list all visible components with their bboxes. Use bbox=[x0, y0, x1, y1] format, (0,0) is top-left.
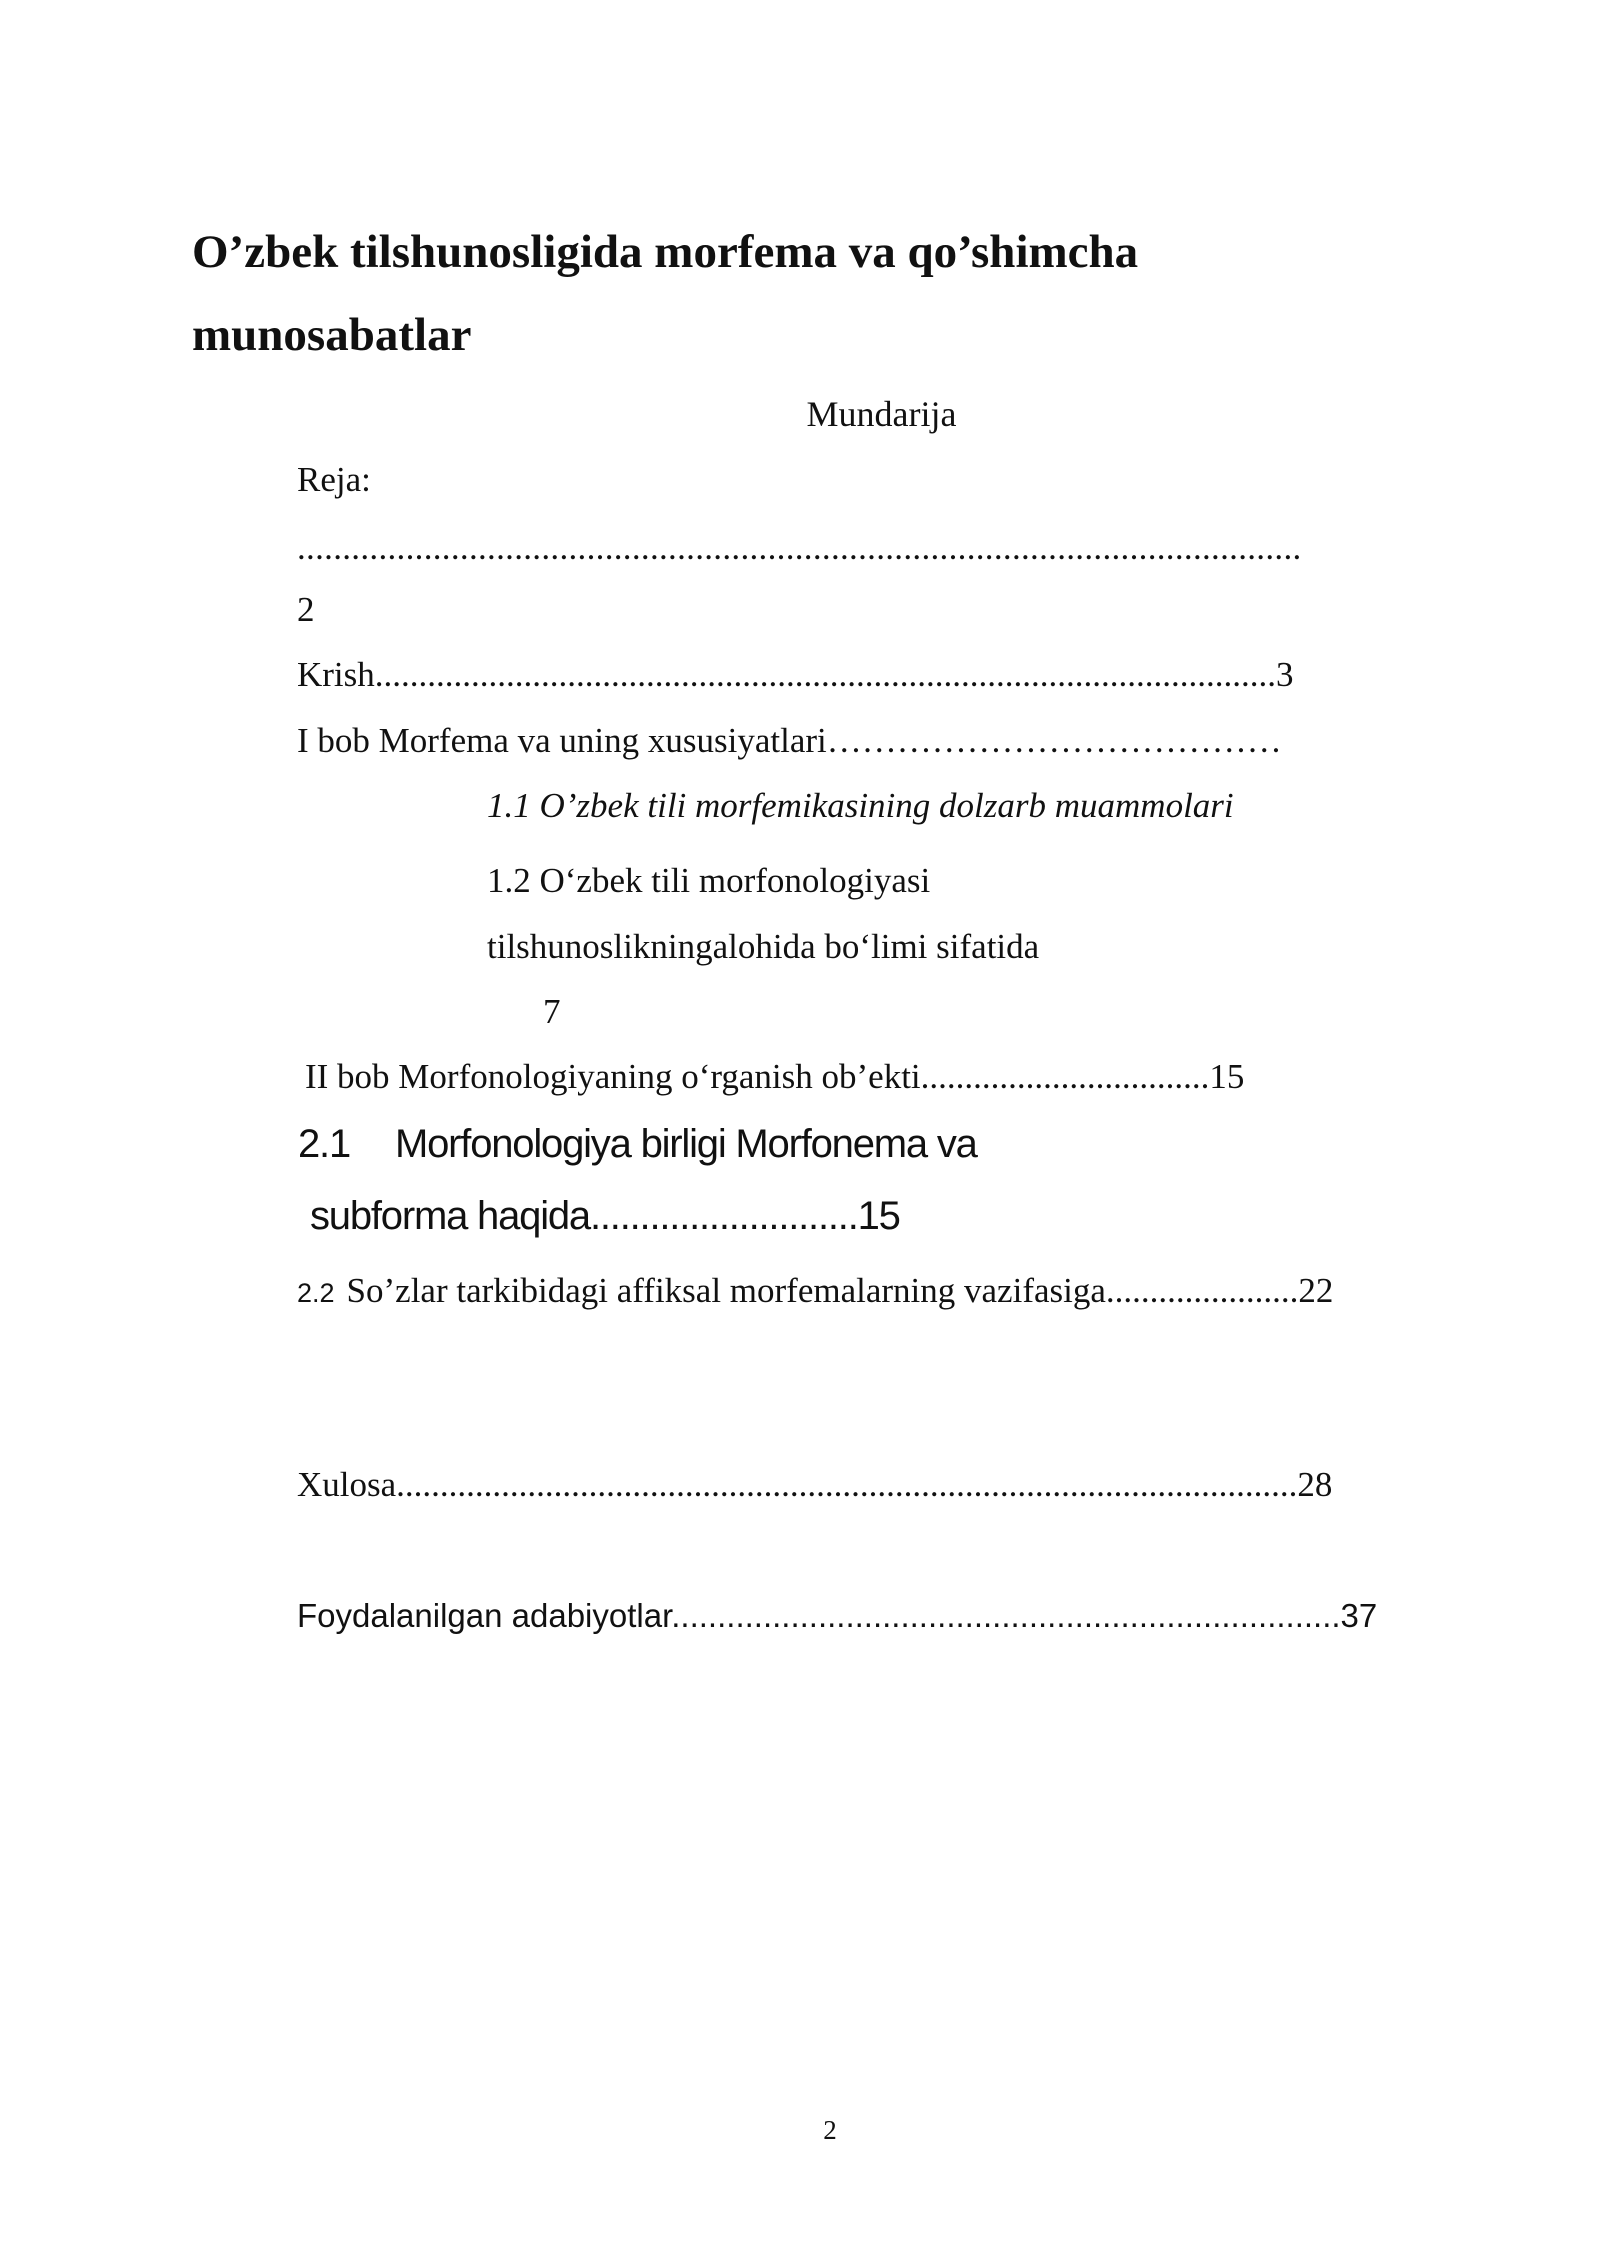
toc-entry-section-2-2 bbox=[297, 1271, 1333, 1311]
toc-entry-chapter-2: II bob Morfonologiyaning o‘rganish ob’ekti.................................15 bbox=[305, 1057, 1245, 1096]
toc-heading: Mundarija bbox=[806, 394, 957, 434]
toc-entry-chapter-1: I bob Morfema va uning xususiyatlari………………………………… bbox=[297, 721, 1282, 760]
toc-entry-section-2-1-number: 2.1 bbox=[298, 1122, 351, 1166]
document-title-line-1: O’zbek tilshunosligida morfema va qo’shimcha bbox=[192, 226, 1139, 278]
toc-entry-section-1-1: 1.1 O’zbek tili morfemikasining dolzarb muammolari bbox=[487, 786, 1234, 825]
toc-reja-label: Reja: bbox=[297, 460, 371, 499]
toc-entry-section-2-1-line-2: subforma haqida...........................15 bbox=[310, 1194, 900, 1238]
toc-reja-leader-dots: ............................................................................................................... bbox=[297, 528, 1302, 567]
toc-entry-section-1-2-line-2: tilshunoslikningalohida bo‘limi sifatida bbox=[487, 927, 1040, 966]
toc-entry-section-2-2-number: 2.2 bbox=[297, 1278, 335, 1308]
toc-entry-section-1-2-page: 7 bbox=[543, 992, 561, 1031]
document-title-line-2: munosabatlar bbox=[192, 309, 472, 361]
toc-entry-xulosa: Xulosa.......................................................................................................28 bbox=[297, 1465, 1333, 1504]
toc-entry-krish: Krish.......................................................................................................3 bbox=[297, 655, 1294, 694]
page-number: 2 bbox=[823, 2115, 837, 2145]
toc-entry-section-2-1-line-1: Morfonologiya birligi Morfonema va bbox=[395, 1122, 977, 1166]
toc-entry-section-1-2-line-1: 1.2 O‘zbek tili morfonologiyasi bbox=[487, 861, 931, 900]
toc-reja-page-number: 2 bbox=[297, 590, 315, 629]
toc-entry-references: Foydalanilgan adabiyotlar.........................................................................37 bbox=[297, 1597, 1378, 1634]
toc-entry-section-2-2-text: So’zlar tarkibidagi affiksal morfemalarning vazifasiga......................22 bbox=[346, 1271, 1334, 1310]
